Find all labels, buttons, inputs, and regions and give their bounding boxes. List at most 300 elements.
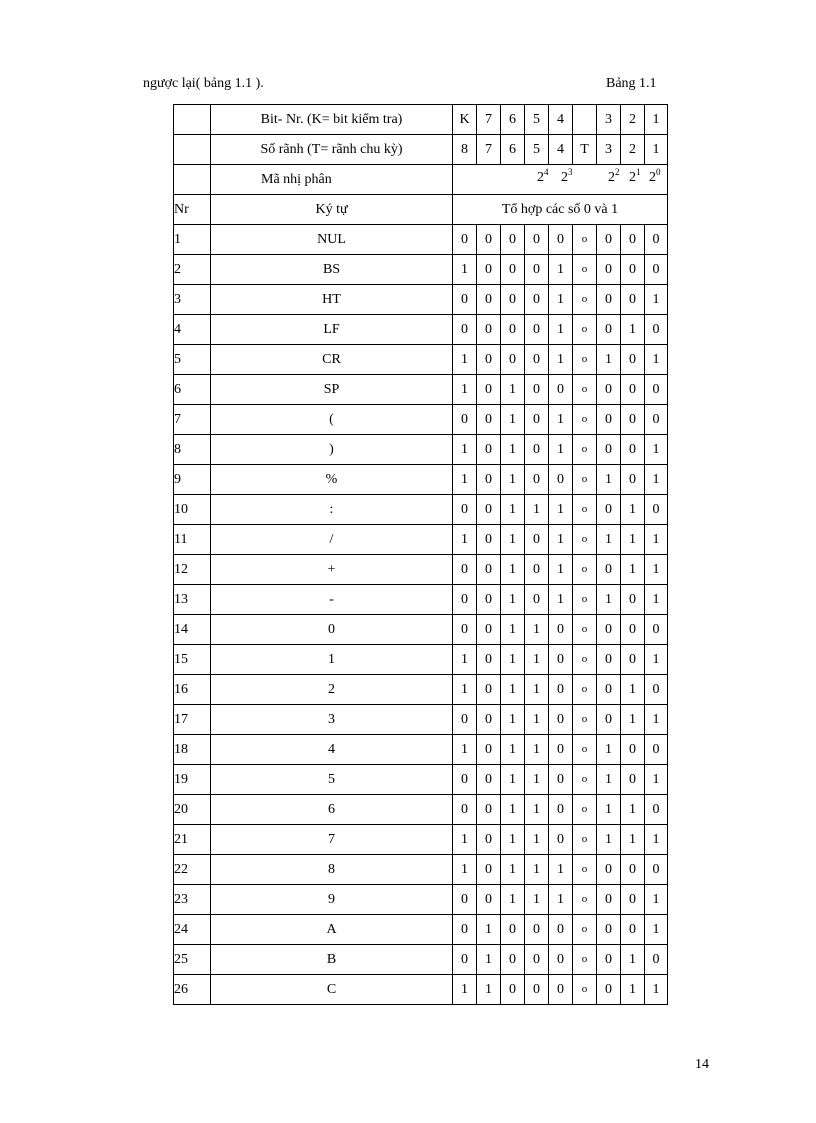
bit-cell: 0 xyxy=(645,855,668,885)
bit-cell: 0 xyxy=(549,765,573,795)
power-base: 2 xyxy=(649,170,656,185)
track-hole: o xyxy=(573,615,597,645)
bit-cell: 0 xyxy=(453,585,477,615)
bit-cell: 0 xyxy=(477,615,501,645)
row-character: 6 xyxy=(211,795,453,825)
track-hole: o xyxy=(573,885,597,915)
table-row xyxy=(174,225,668,255)
track-label: Số rãnh (T= rãnh chu kỳ) xyxy=(211,135,453,165)
table-row xyxy=(174,345,668,375)
bit-cell: 0 xyxy=(597,435,621,465)
char-header: Ký tự xyxy=(211,195,453,225)
bit-cell: 0 xyxy=(501,225,525,255)
bit-cell: 0 xyxy=(597,975,621,1005)
bit-cell: 0 xyxy=(597,405,621,435)
bit-cell: 1 xyxy=(501,615,525,645)
table-row xyxy=(174,795,668,825)
bit-cell: 1 xyxy=(621,675,645,705)
table-row xyxy=(174,405,668,435)
bit-cell: 0 xyxy=(621,855,645,885)
bit-cell: 0 xyxy=(477,435,501,465)
bit-cell: 0 xyxy=(525,585,549,615)
bit-nr-label: Bit- Nr. (K= bit kiểm tra) xyxy=(211,105,453,135)
table-row xyxy=(174,885,668,915)
bit-cell: 1 xyxy=(549,315,573,345)
bit-cell: 1 xyxy=(525,885,549,915)
bit-cell: 0 xyxy=(549,465,573,495)
bit-cell: 1 xyxy=(645,765,668,795)
bit-cell: 0 xyxy=(549,945,573,975)
bit-cell: 0 xyxy=(645,225,668,255)
bit-cell: 0 xyxy=(549,675,573,705)
bit-cell: 0 xyxy=(597,615,621,645)
bit-cell: 1 xyxy=(597,795,621,825)
table-caption: Bảng 1.1 xyxy=(606,76,657,91)
track-hole: o xyxy=(573,975,597,1005)
bit-cell: 0 xyxy=(477,555,501,585)
bit-cell: 0 xyxy=(501,945,525,975)
bit-cell: 0 xyxy=(549,225,573,255)
power-2-4 xyxy=(537,167,549,185)
bit-cell: 1 xyxy=(597,735,621,765)
bit-cell: 0 xyxy=(621,405,645,435)
bit-cell: 0 xyxy=(525,525,549,555)
track-hole: o xyxy=(573,585,597,615)
bit-cell: 0 xyxy=(597,495,621,525)
row-number: 1 xyxy=(174,225,211,255)
bit-cell: 1 xyxy=(597,525,621,555)
bit-cell: 1 xyxy=(501,735,525,765)
bit-cell: 0 xyxy=(645,375,668,405)
bit-cell: 0 xyxy=(477,405,501,435)
bit-cell: 1 xyxy=(549,555,573,585)
track-hole: o xyxy=(573,825,597,855)
bit-cell: 0 xyxy=(477,675,501,705)
row-number: 23 xyxy=(174,885,211,915)
track-cell: 7 xyxy=(477,135,501,165)
header-row-columns xyxy=(174,195,668,225)
bit-cell: 0 xyxy=(621,885,645,915)
table-row xyxy=(174,705,668,735)
row-number: 24 xyxy=(174,915,211,945)
bit-cell: 1 xyxy=(453,855,477,885)
row-character: : xyxy=(211,495,453,525)
bit-cell: 1 xyxy=(645,915,668,945)
bit-cell: 0 xyxy=(621,255,645,285)
bit-cell: 1 xyxy=(549,525,573,555)
header-empty-cell xyxy=(174,165,211,195)
power-2-3 xyxy=(561,167,573,185)
table-row xyxy=(174,675,668,705)
bit-cell: 0 xyxy=(501,255,525,285)
power-base: 2 xyxy=(537,170,544,185)
bit-cell: 1 xyxy=(453,465,477,495)
track-cell: 2 xyxy=(621,135,645,165)
table-row xyxy=(174,555,668,585)
bit-cell: 0 xyxy=(525,435,549,465)
track-hole: o xyxy=(573,945,597,975)
bit-cell: 1 xyxy=(501,825,525,855)
bit-cell: 0 xyxy=(477,585,501,615)
bit-cell: 0 xyxy=(621,585,645,615)
bit-cell: 1 xyxy=(645,975,668,1005)
binary-label: Mã nhị phân xyxy=(211,165,453,195)
row-character: % xyxy=(211,465,453,495)
bit-cell: 0 xyxy=(549,975,573,1005)
row-character: 9 xyxy=(211,885,453,915)
bit-cell: 0 xyxy=(621,435,645,465)
bit-cell: 0 xyxy=(477,465,501,495)
bit-cell: 1 xyxy=(525,615,549,645)
bit-cell: 0 xyxy=(477,735,501,765)
bit-cell: 1 xyxy=(549,435,573,465)
bit-cell: 0 xyxy=(645,405,668,435)
bit-cell: 0 xyxy=(645,675,668,705)
header-row-bit-nr xyxy=(174,105,668,135)
bit-cell: 0 xyxy=(525,225,549,255)
bit-cell: 0 xyxy=(453,705,477,735)
row-character: 3 xyxy=(211,705,453,735)
bit-cell: 1 xyxy=(477,945,501,975)
row-character: - xyxy=(211,585,453,615)
bit-cell: 1 xyxy=(621,495,645,525)
bit-cell: 0 xyxy=(549,615,573,645)
track-cell: 5 xyxy=(525,135,549,165)
bit-cell: 0 xyxy=(477,765,501,795)
row-number: 14 xyxy=(174,615,211,645)
bit-cell: 0 xyxy=(477,285,501,315)
bit-cell: 1 xyxy=(453,975,477,1005)
bit-cell: 0 xyxy=(501,345,525,375)
bit-cell: 0 xyxy=(525,555,549,585)
bit-cell: 0 xyxy=(453,915,477,945)
bit-cell: 0 xyxy=(501,975,525,1005)
bit-cell: 0 xyxy=(525,465,549,495)
table-row xyxy=(174,915,668,945)
bit-cell: 0 xyxy=(453,405,477,435)
row-number: 15 xyxy=(174,645,211,675)
table-row xyxy=(174,825,668,855)
bit-cell: 1 xyxy=(453,675,477,705)
bit-cell: 1 xyxy=(453,255,477,285)
bit-cell: 1 xyxy=(597,585,621,615)
bit-cell: 0 xyxy=(621,375,645,405)
power-exponent: 4 xyxy=(544,167,549,177)
bit-cell: 0 xyxy=(453,795,477,825)
bit-cell: 0 xyxy=(477,885,501,915)
track-hole: o xyxy=(573,285,597,315)
bit-cell: 1 xyxy=(525,855,549,885)
bit-cell: 1 xyxy=(501,375,525,405)
row-character: 8 xyxy=(211,855,453,885)
track-cell: 6 xyxy=(501,135,525,165)
bit-cell: 0 xyxy=(621,765,645,795)
bit-cell: 0 xyxy=(453,495,477,525)
bit-cell: 1 xyxy=(525,825,549,855)
power-2-2 xyxy=(608,167,620,185)
track-hole: o xyxy=(573,405,597,435)
bit-cell: 1 xyxy=(549,855,573,885)
bit-cell: 1 xyxy=(453,375,477,405)
bit-cell: 0 xyxy=(501,915,525,945)
bit-cell: 0 xyxy=(525,285,549,315)
row-number: 4 xyxy=(174,315,211,345)
power-exponent: 1 xyxy=(636,167,641,177)
track-hole: o xyxy=(573,645,597,675)
bit-cell: 1 xyxy=(621,315,645,345)
bit-cell: 0 xyxy=(453,765,477,795)
power-exponent: 3 xyxy=(568,167,573,177)
row-number: 6 xyxy=(174,375,211,405)
bit-cell: 0 xyxy=(597,225,621,255)
bit-cell: 0 xyxy=(477,645,501,675)
row-character: BS xyxy=(211,255,453,285)
bit-cell: 0 xyxy=(477,525,501,555)
bit-cell: 0 xyxy=(597,315,621,345)
bit-cell: 1 xyxy=(453,735,477,765)
power-base: 2 xyxy=(629,170,636,185)
bit-cell: 1 xyxy=(501,405,525,435)
table-row xyxy=(174,615,668,645)
bit-cell: 0 xyxy=(477,255,501,285)
row-number: 3 xyxy=(174,285,211,315)
bit-cell: 0 xyxy=(645,795,668,825)
track-hole: o xyxy=(573,795,597,825)
bit-cell: 1 xyxy=(645,345,668,375)
row-number: 11 xyxy=(174,525,211,555)
row-character: LF xyxy=(211,315,453,345)
bit-cell: 0 xyxy=(453,285,477,315)
bit-cell: 1 xyxy=(549,405,573,435)
bit-cell: 0 xyxy=(597,555,621,585)
bit-cell: 0 xyxy=(549,735,573,765)
bit-nr-cell: 7 xyxy=(477,105,501,135)
bit-cell: 1 xyxy=(501,495,525,525)
bit-nr-cell: 6 xyxy=(501,105,525,135)
track-hole: o xyxy=(573,495,597,525)
bit-cell: 1 xyxy=(645,585,668,615)
nr-header: Nr xyxy=(174,195,211,225)
bit-cell: 0 xyxy=(477,345,501,375)
row-number: 12 xyxy=(174,555,211,585)
track-cell: T xyxy=(573,135,597,165)
track-hole: o xyxy=(573,735,597,765)
bit-cell: 0 xyxy=(597,915,621,945)
power-base: 2 xyxy=(561,170,568,185)
track-hole: o xyxy=(573,345,597,375)
bit-cell: 0 xyxy=(477,855,501,885)
bit-cell: 1 xyxy=(453,345,477,375)
combo-header: Tổ hợp các số 0 và 1 xyxy=(453,195,668,225)
bit-cell: 1 xyxy=(549,585,573,615)
table-row xyxy=(174,315,668,345)
table-row xyxy=(174,375,668,405)
bit-cell: 0 xyxy=(477,495,501,525)
bit-cell: 0 xyxy=(525,945,549,975)
row-character: C xyxy=(211,975,453,1005)
table-row xyxy=(174,645,668,675)
row-character: / xyxy=(211,525,453,555)
row-number: 5 xyxy=(174,345,211,375)
bit-cell: 0 xyxy=(621,285,645,315)
row-character: 7 xyxy=(211,825,453,855)
table-row xyxy=(174,465,668,495)
track-hole: o xyxy=(573,705,597,735)
bit-cell: 1 xyxy=(501,645,525,675)
table-row xyxy=(174,765,668,795)
header-row-track xyxy=(174,135,668,165)
bit-cell: 1 xyxy=(645,525,668,555)
bit-cell: 0 xyxy=(453,945,477,975)
bit-cell: 0 xyxy=(549,795,573,825)
bit-cell: 0 xyxy=(597,285,621,315)
bit-cell: 0 xyxy=(525,345,549,375)
track-hole: o xyxy=(573,555,597,585)
bit-cell: 1 xyxy=(501,765,525,795)
row-character: ) xyxy=(211,435,453,465)
bit-cell: 0 xyxy=(597,255,621,285)
bit-cell: 1 xyxy=(501,885,525,915)
track-hole: o xyxy=(573,255,597,285)
row-number: 20 xyxy=(174,795,211,825)
bit-cell: 0 xyxy=(501,315,525,345)
bit-cell: 1 xyxy=(525,705,549,735)
bit-nr-cell: 5 xyxy=(525,105,549,135)
bit-cell: 0 xyxy=(477,315,501,345)
track-cell: 4 xyxy=(549,135,573,165)
track-hole: o xyxy=(573,765,597,795)
bit-cell: 0 xyxy=(549,915,573,945)
row-number: 18 xyxy=(174,735,211,765)
row-number: 10 xyxy=(174,495,211,525)
bit-cell: 0 xyxy=(645,615,668,645)
bit-cell: 1 xyxy=(645,645,668,675)
bit-cell: 0 xyxy=(621,345,645,375)
table-row xyxy=(174,945,668,975)
track-hole: o xyxy=(573,375,597,405)
intro-text: ngược lại( bảng 1.1 ). xyxy=(143,76,264,91)
bit-cell: 0 xyxy=(453,225,477,255)
bit-cell: 0 xyxy=(549,825,573,855)
bit-cell: 0 xyxy=(525,405,549,435)
bit-cell: 0 xyxy=(453,885,477,915)
table-row xyxy=(174,495,668,525)
bit-cell: 1 xyxy=(549,885,573,915)
bit-cell: 0 xyxy=(597,855,621,885)
ascii-code-table xyxy=(173,104,668,1005)
bit-cell: 0 xyxy=(621,735,645,765)
bit-cell: 1 xyxy=(645,555,668,585)
table-row xyxy=(174,285,668,315)
bit-cell: 1 xyxy=(453,525,477,555)
row-character: SP xyxy=(211,375,453,405)
bit-cell: 0 xyxy=(453,315,477,345)
bit-cell: 1 xyxy=(453,645,477,675)
bit-nr-cell: 3 xyxy=(597,105,621,135)
bit-nr-cell: K xyxy=(453,105,477,135)
row-number: 16 xyxy=(174,675,211,705)
bit-cell: 0 xyxy=(645,945,668,975)
bit-cell: 0 xyxy=(621,915,645,945)
table-row xyxy=(174,975,668,1005)
bit-cell: 1 xyxy=(501,525,525,555)
row-number: 22 xyxy=(174,855,211,885)
bit-cell: 0 xyxy=(549,645,573,675)
track-hole: o xyxy=(573,855,597,885)
bit-cell: 0 xyxy=(525,255,549,285)
row-character: + xyxy=(211,555,453,585)
bit-cell: 0 xyxy=(621,465,645,495)
bit-cell: 0 xyxy=(477,795,501,825)
header-empty-cell xyxy=(174,135,211,165)
table-row xyxy=(174,525,668,555)
bit-cell: 1 xyxy=(525,735,549,765)
bit-nr-cell: 1 xyxy=(645,105,668,135)
row-character: HT xyxy=(211,285,453,315)
bit-cell: 1 xyxy=(501,855,525,885)
track-cell: 1 xyxy=(645,135,668,165)
bit-cell: 1 xyxy=(621,945,645,975)
bit-cell: 1 xyxy=(525,675,549,705)
table-row xyxy=(174,735,668,765)
bit-cell: 1 xyxy=(645,705,668,735)
bit-nr-cell: 4 xyxy=(549,105,573,135)
track-hole: o xyxy=(573,435,597,465)
table-row xyxy=(174,585,668,615)
bit-cell: 1 xyxy=(621,555,645,585)
bit-cell: 0 xyxy=(453,615,477,645)
bit-cell: 0 xyxy=(453,555,477,585)
row-character: 4 xyxy=(211,735,453,765)
bit-cell: 0 xyxy=(645,735,668,765)
bit-cell: 0 xyxy=(501,285,525,315)
bit-cell: 1 xyxy=(501,705,525,735)
bit-cell: 0 xyxy=(597,885,621,915)
row-character: B xyxy=(211,945,453,975)
row-number: 13 xyxy=(174,585,211,615)
bit-cell: 1 xyxy=(645,435,668,465)
bit-cell: 1 xyxy=(645,285,668,315)
bit-cell: 0 xyxy=(645,315,668,345)
bit-cell: 0 xyxy=(477,705,501,735)
row-character: 1 xyxy=(211,645,453,675)
bit-cell: 0 xyxy=(621,645,645,675)
bit-cell: 0 xyxy=(477,225,501,255)
binary-powers xyxy=(453,165,668,195)
bit-cell: 1 xyxy=(597,345,621,375)
bit-cell: 0 xyxy=(597,675,621,705)
bit-cell: 1 xyxy=(621,795,645,825)
bit-cell: 0 xyxy=(525,375,549,405)
track-cell: 3 xyxy=(597,135,621,165)
track-cell: 8 xyxy=(453,135,477,165)
track-hole: o xyxy=(573,525,597,555)
bit-cell: 0 xyxy=(549,705,573,735)
bit-cell: 1 xyxy=(621,525,645,555)
bit-cell: 1 xyxy=(501,435,525,465)
bit-cell: 1 xyxy=(525,765,549,795)
track-hole: o xyxy=(573,465,597,495)
row-number: 17 xyxy=(174,705,211,735)
row-character: 2 xyxy=(211,675,453,705)
bit-cell: 1 xyxy=(549,255,573,285)
bit-cell: 1 xyxy=(525,645,549,675)
page-number: 14 xyxy=(695,1057,709,1072)
bit-cell: 0 xyxy=(549,375,573,405)
bit-cell: 1 xyxy=(645,885,668,915)
bit-cell: 1 xyxy=(525,795,549,825)
power-exponent: 2 xyxy=(615,167,620,177)
